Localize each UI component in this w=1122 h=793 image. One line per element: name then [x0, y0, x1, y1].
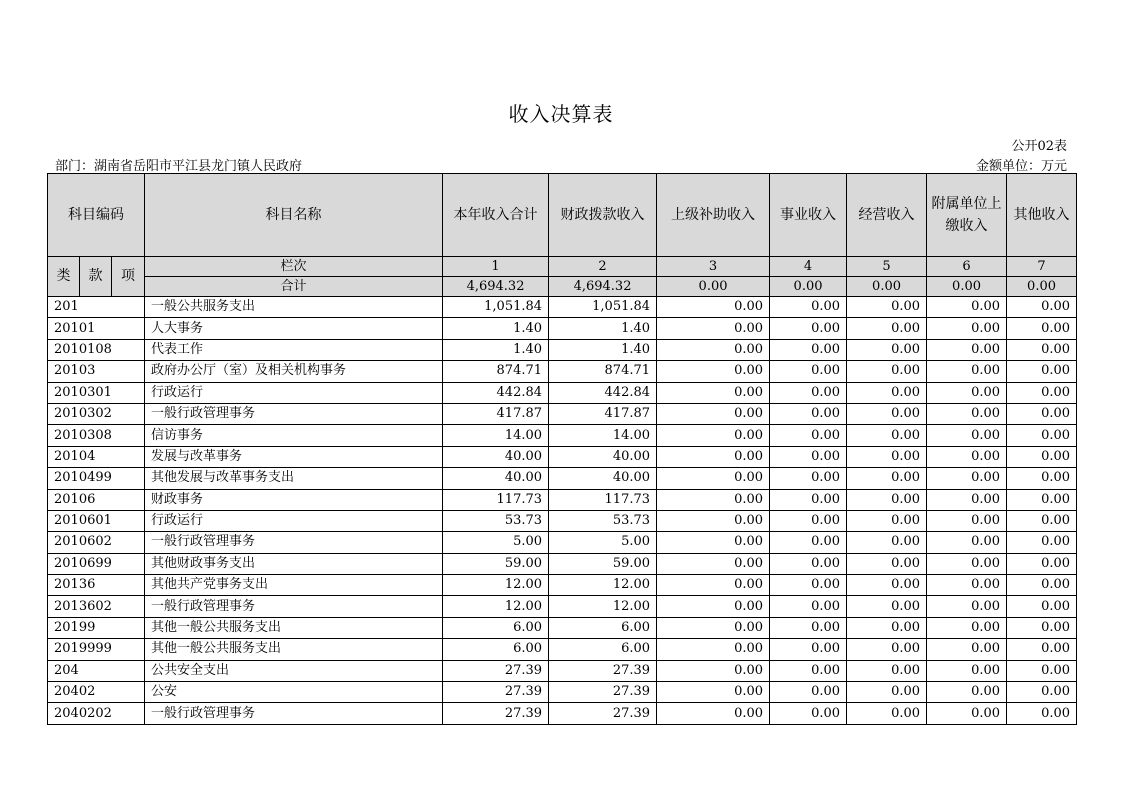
row-code: 2040202 [48, 703, 145, 724]
row-value: 0.00 [657, 553, 770, 574]
row-value: 0.00 [1007, 703, 1077, 724]
row-code: 2010308 [48, 425, 145, 446]
row-code: 2010602 [48, 532, 145, 553]
header-xiang: 项 [112, 257, 145, 297]
table-row [48, 682, 1077, 703]
row-value: 0.00 [770, 318, 847, 339]
header-col-3: 上级补助收入 [657, 174, 770, 257]
row-value: 0.00 [927, 403, 1007, 424]
row-value: 0.00 [847, 339, 927, 360]
table-row [48, 361, 1077, 382]
row-value: 0.00 [770, 425, 847, 446]
row-value: 0.00 [657, 425, 770, 446]
row-value: 417.87 [443, 403, 549, 424]
row-code: 20103 [48, 361, 145, 382]
row-code: 20101 [48, 318, 145, 339]
header-col-4: 事业收入 [770, 174, 847, 257]
row-value: 0.00 [657, 403, 770, 424]
row-code: 2019999 [48, 639, 145, 660]
row-name: 发展与改革事务 [145, 446, 443, 467]
row-value: 5.00 [549, 532, 657, 553]
row-value: 0.00 [657, 446, 770, 467]
row-value: 0.00 [770, 468, 847, 489]
header-col-6: 附属单位上缴收入 [927, 174, 1007, 257]
row-value: 0.00 [927, 339, 1007, 360]
row-value: 0.00 [1007, 425, 1077, 446]
table-row [48, 382, 1077, 403]
table-row [48, 297, 1077, 318]
row-name: 政府办公厅（室）及相关机构事务 [145, 361, 443, 382]
row-value: 1.40 [443, 339, 549, 360]
row-value: 0.00 [1007, 682, 1077, 703]
table-row [48, 403, 1077, 424]
total-value: 0.00 [927, 277, 1007, 297]
row-value: 1.40 [549, 318, 657, 339]
row-code: 204 [48, 660, 145, 681]
row-name: 行政运行 [145, 382, 443, 403]
row-name: 一般行政管理事务 [145, 703, 443, 724]
row-code: 20104 [48, 446, 145, 467]
row-value: 53.73 [443, 510, 549, 531]
col-number: 3 [657, 257, 770, 277]
row-value: 0.00 [1007, 489, 1077, 510]
row-value: 417.87 [549, 403, 657, 424]
row-value: 0.00 [927, 382, 1007, 403]
row-value: 0.00 [1007, 339, 1077, 360]
row-value: 0.00 [770, 382, 847, 403]
row-value: 0.00 [657, 682, 770, 703]
total-row [48, 277, 1077, 297]
col-number: 5 [847, 257, 927, 277]
row-value: 0.00 [1007, 617, 1077, 638]
row-value: 0.00 [657, 382, 770, 403]
table-row [48, 639, 1077, 660]
row-value: 0.00 [847, 403, 927, 424]
row-value: 0.00 [1007, 382, 1077, 403]
row-value: 59.00 [443, 553, 549, 574]
row-value: 0.00 [847, 660, 927, 681]
row-value: 0.00 [847, 382, 927, 403]
table-row [48, 617, 1077, 638]
row-value: 0.00 [927, 553, 1007, 574]
row-name: 一般行政管理事务 [145, 596, 443, 617]
column-number-row [48, 257, 1077, 277]
form-number: 公开02表 [1011, 139, 1067, 154]
row-value: 117.73 [443, 489, 549, 510]
row-name: 一般行政管理事务 [145, 403, 443, 424]
row-value: 0.00 [770, 532, 847, 553]
row-value: 0.00 [770, 489, 847, 510]
row-code: 2010302 [48, 403, 145, 424]
row-value: 0.00 [1007, 361, 1077, 382]
row-value: 0.00 [927, 682, 1007, 703]
table-row [48, 425, 1077, 446]
row-value: 6.00 [443, 617, 549, 638]
row-value: 0.00 [927, 361, 1007, 382]
row-value: 0.00 [847, 361, 927, 382]
table-row [48, 575, 1077, 596]
row-value: 5.00 [443, 532, 549, 553]
table-row [48, 703, 1077, 724]
table-row [48, 660, 1077, 681]
total-label: 合计 [145, 277, 443, 297]
row-value: 59.00 [549, 553, 657, 574]
row-value: 0.00 [927, 575, 1007, 596]
table-row [48, 532, 1077, 553]
header-lanci: 栏次 [145, 257, 443, 277]
row-value: 0.00 [847, 425, 927, 446]
row-value: 0.00 [657, 297, 770, 318]
row-value: 40.00 [443, 446, 549, 467]
header-col-7: 其他收入 [1007, 174, 1077, 257]
row-value: 0.00 [927, 510, 1007, 531]
row-value: 0.00 [847, 682, 927, 703]
row-value: 1.40 [549, 339, 657, 360]
row-value: 0.00 [927, 297, 1007, 318]
row-value: 12.00 [549, 575, 657, 596]
row-name: 其他财政事务支出 [145, 553, 443, 574]
row-value: 0.00 [1007, 510, 1077, 531]
row-value: 6.00 [549, 639, 657, 660]
row-name: 一般公共服务支出 [145, 297, 443, 318]
row-value: 874.71 [549, 361, 657, 382]
row-value: 40.00 [549, 468, 657, 489]
row-value: 0.00 [847, 532, 927, 553]
row-value: 0.00 [927, 446, 1007, 467]
col-number: 1 [443, 257, 549, 277]
row-value: 0.00 [927, 468, 1007, 489]
total-value: 0.00 [1007, 277, 1077, 297]
row-value: 12.00 [443, 575, 549, 596]
table-body [48, 297, 1077, 725]
row-value: 0.00 [847, 489, 927, 510]
total-value: 4,694.32 [443, 277, 549, 297]
header-lei: 类 [48, 257, 80, 297]
row-value: 0.00 [1007, 403, 1077, 424]
row-value: 53.73 [549, 510, 657, 531]
row-value: 0.00 [657, 510, 770, 531]
table-row [48, 468, 1077, 489]
row-name: 信访事务 [145, 425, 443, 446]
total-value: 0.00 [657, 277, 770, 297]
header-col-1: 本年收入合计 [443, 174, 549, 257]
row-code: 20136 [48, 575, 145, 596]
row-value: 0.00 [927, 425, 1007, 446]
row-code: 2010301 [48, 382, 145, 403]
row-code: 2010601 [48, 510, 145, 531]
row-value: 0.00 [770, 339, 847, 360]
row-value: 0.00 [1007, 660, 1077, 681]
row-value: 0.00 [1007, 318, 1077, 339]
row-value: 0.00 [1007, 639, 1077, 660]
row-name: 其他一般公共服务支出 [145, 617, 443, 638]
row-code: 2010499 [48, 468, 145, 489]
row-value: 0.00 [1007, 575, 1077, 596]
row-name: 人大事务 [145, 318, 443, 339]
row-value: 0.00 [657, 318, 770, 339]
row-value: 0.00 [657, 339, 770, 360]
row-value: 0.00 [1007, 553, 1077, 574]
row-value: 0.00 [770, 703, 847, 724]
amount-unit-label: 金额单位：万元 [975, 159, 1067, 174]
row-value: 0.00 [770, 682, 847, 703]
col-number: 6 [927, 257, 1007, 277]
row-value: 1,051.84 [443, 297, 549, 318]
row-value: 27.39 [549, 660, 657, 681]
row-value: 40.00 [549, 446, 657, 467]
row-value: 0.00 [657, 703, 770, 724]
row-value: 0.00 [927, 532, 1007, 553]
row-value: 0.00 [927, 318, 1007, 339]
row-value: 442.84 [443, 382, 549, 403]
row-value: 0.00 [847, 468, 927, 489]
row-value: 6.00 [549, 617, 657, 638]
total-value: 4,694.32 [549, 277, 657, 297]
header-kuan: 款 [80, 257, 112, 297]
col-number: 7 [1007, 257, 1077, 277]
row-value: 0.00 [657, 532, 770, 553]
row-code: 20402 [48, 682, 145, 703]
page-title: 收入决算表 [508, 102, 614, 126]
row-name: 代表工作 [145, 339, 443, 360]
table-row [48, 318, 1077, 339]
row-value: 0.00 [1007, 446, 1077, 467]
row-value: 0.00 [927, 489, 1007, 510]
table-row [48, 510, 1077, 531]
row-value: 0.00 [770, 297, 847, 318]
row-value: 0.00 [657, 596, 770, 617]
row-value: 0.00 [657, 639, 770, 660]
row-value: 1.40 [443, 318, 549, 339]
row-value: 0.00 [847, 596, 927, 617]
table-row [48, 596, 1077, 617]
row-value: 0.00 [770, 639, 847, 660]
row-value: 27.39 [549, 703, 657, 724]
row-value: 0.00 [847, 446, 927, 467]
row-value: 0.00 [657, 575, 770, 596]
row-value: 0.00 [770, 617, 847, 638]
row-value: 0.00 [770, 403, 847, 424]
row-value: 0.00 [770, 596, 847, 617]
row-value: 0.00 [657, 617, 770, 638]
total-value: 0.00 [770, 277, 847, 297]
row-value: 27.39 [549, 682, 657, 703]
row-value: 0.00 [847, 703, 927, 724]
row-value: 0.00 [657, 489, 770, 510]
row-value: 442.84 [549, 382, 657, 403]
table-row [48, 339, 1077, 360]
row-value: 0.00 [1007, 532, 1077, 553]
header-code: 科目编码 [48, 174, 145, 257]
row-name: 其他一般公共服务支出 [145, 639, 443, 660]
row-value: 0.00 [927, 639, 1007, 660]
row-value: 0.00 [847, 318, 927, 339]
row-value: 0.00 [847, 617, 927, 638]
row-value: 27.39 [443, 682, 549, 703]
row-value: 0.00 [1007, 596, 1077, 617]
row-code: 201 [48, 297, 145, 318]
header-col-2: 财政拨款收入 [549, 174, 657, 257]
row-name: 其他共产党事务支出 [145, 575, 443, 596]
row-value: 0.00 [847, 639, 927, 660]
row-code: 20199 [48, 617, 145, 638]
row-value: 27.39 [443, 660, 549, 681]
row-value: 40.00 [443, 468, 549, 489]
row-value: 14.00 [443, 425, 549, 446]
row-name: 公安 [145, 682, 443, 703]
row-code: 2010108 [48, 339, 145, 360]
col-number: 4 [770, 257, 847, 277]
row-code: 2013602 [48, 596, 145, 617]
row-value: 117.73 [549, 489, 657, 510]
row-value: 12.00 [443, 596, 549, 617]
row-value: 0.00 [847, 510, 927, 531]
row-value: 0.00 [770, 510, 847, 531]
row-value: 27.39 [443, 703, 549, 724]
row-value: 0.00 [847, 297, 927, 318]
row-value: 6.00 [443, 639, 549, 660]
row-value: 0.00 [770, 446, 847, 467]
row-value: 0.00 [847, 553, 927, 574]
row-value: 0.00 [770, 575, 847, 596]
total-value: 0.00 [847, 277, 927, 297]
header-name: 科目名称 [145, 174, 443, 257]
row-value: 0.00 [927, 660, 1007, 681]
row-name: 财政事务 [145, 489, 443, 510]
row-value: 1,051.84 [549, 297, 657, 318]
row-value: 874.71 [443, 361, 549, 382]
row-name: 行政运行 [145, 510, 443, 531]
row-value: 0.00 [927, 703, 1007, 724]
row-value: 0.00 [847, 575, 927, 596]
row-value: 0.00 [770, 361, 847, 382]
row-name: 公共安全支出 [145, 660, 443, 681]
row-value: 14.00 [549, 425, 657, 446]
row-value: 0.00 [927, 617, 1007, 638]
header-col-5: 经营收入 [847, 174, 927, 257]
row-value: 0.00 [657, 361, 770, 382]
table-row [48, 489, 1077, 510]
department-label: 部门：湖南省岳阳市平江县龙门镇人民政府 [55, 159, 303, 174]
income-table [47, 173, 1077, 725]
header-row [48, 174, 1077, 257]
row-name: 其他发展与改革事务支出 [145, 468, 443, 489]
row-value: 0.00 [927, 596, 1007, 617]
row-value: 12.00 [549, 596, 657, 617]
row-value: 0.00 [770, 553, 847, 574]
row-value: 0.00 [657, 660, 770, 681]
table-row [48, 553, 1077, 574]
col-number: 2 [549, 257, 657, 277]
row-code: 2010699 [48, 553, 145, 574]
row-value: 0.00 [770, 660, 847, 681]
row-value: 0.00 [1007, 468, 1077, 489]
table-row [48, 446, 1077, 467]
row-value: 0.00 [1007, 297, 1077, 318]
row-name: 一般行政管理事务 [145, 532, 443, 553]
row-value: 0.00 [657, 468, 770, 489]
row-code: 20106 [48, 489, 145, 510]
